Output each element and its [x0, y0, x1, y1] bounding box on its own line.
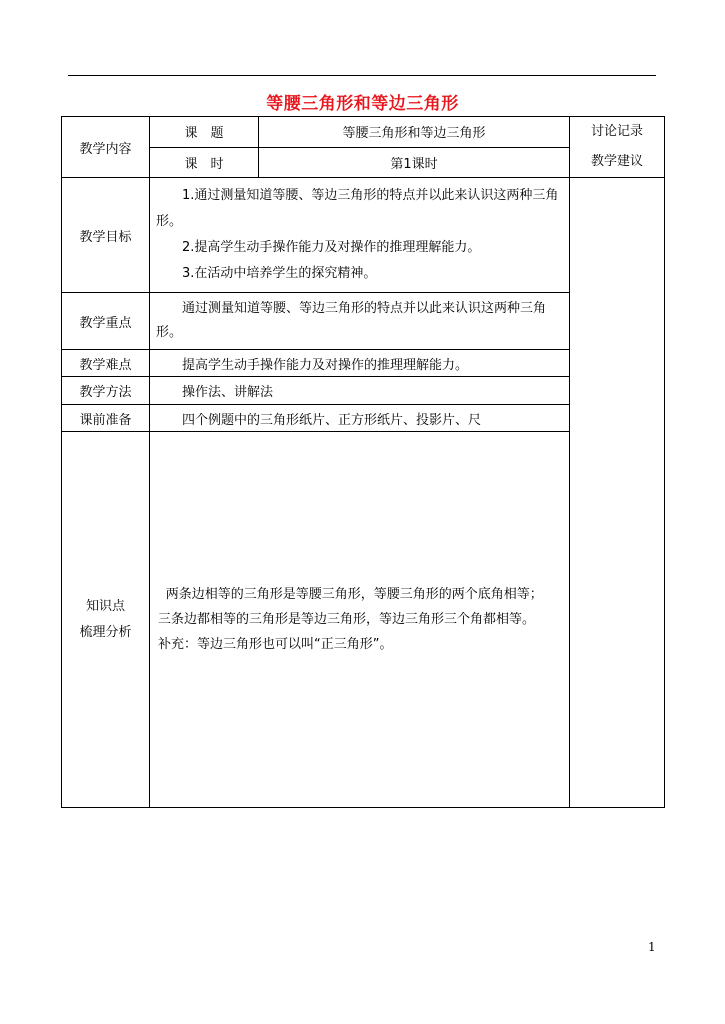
key-content — [150, 293, 570, 350]
page-number: 1 — [648, 940, 656, 954]
goals-label: 教学目标 — [62, 178, 150, 293]
side-line-suggestion: 教学建议 — [590, 154, 643, 169]
goal-item-1: 1.通过测量知道等腰、等边三角形的特点并以此来认识这两种三角形。 — [156, 188, 559, 229]
prep-label: 课前准备 — [62, 405, 150, 432]
header-rule — [68, 75, 656, 76]
knowledge-line-2: 三条边都相等的三角形是等边三角形，等边三角形三个角都相等。 — [158, 612, 536, 627]
side-notes-header — [570, 117, 665, 178]
knowledge-line-3: 补充：等边三角形也可以叫“正三角形”。 — [158, 637, 393, 652]
knowledge-line-1: 两条边相等的三角形是等腰三角形，等腰三角形的两个底角相等； — [165, 587, 543, 602]
topic-label: 课 题 — [150, 117, 259, 148]
lesson-plan-table — [61, 116, 665, 808]
difficulty-label: 教学难点 — [62, 350, 150, 377]
key-label: 教学重点 — [62, 293, 150, 350]
knowledge-label-line1: 知识点 — [85, 598, 125, 614]
knowledge-content — [150, 432, 570, 808]
goals-content — [150, 178, 570, 293]
period-value: 第1课时 — [259, 147, 570, 178]
method-label: 教学方法 — [62, 377, 150, 405]
page-title: 等腰三角形和等边三角形 — [266, 94, 459, 114]
key-text: 通过测量知道等腰、等边三角形的特点并以此来认识这两种三角形。 — [156, 301, 547, 340]
goal-item-2: 2.提高学生动手操作能力及对操作的推理理解能力。 — [182, 240, 481, 255]
table-row — [62, 178, 665, 293]
content-label: 教学内容 — [62, 117, 150, 178]
knowledge-label — [62, 432, 150, 808]
table-row — [62, 117, 665, 148]
method-text: 操作法、讲解法 — [150, 377, 570, 405]
difficulty-text: 提高学生动手操作能力及对操作的推理理解能力。 — [150, 350, 570, 377]
side-notes-body — [570, 178, 665, 808]
goal-item-3: 3.在活动中培养学生的探究精神。 — [182, 266, 377, 281]
knowledge-label-line2: 梳理分析 — [79, 624, 132, 640]
prep-text: 四个例题中的三角形纸片、正方形纸片、投影片、尺 — [150, 405, 570, 432]
side-line-discussion: 讨论记录 — [590, 124, 643, 139]
period-label: 课 时 — [150, 147, 259, 178]
topic-value: 等腰三角形和等边三角形 — [259, 117, 570, 148]
